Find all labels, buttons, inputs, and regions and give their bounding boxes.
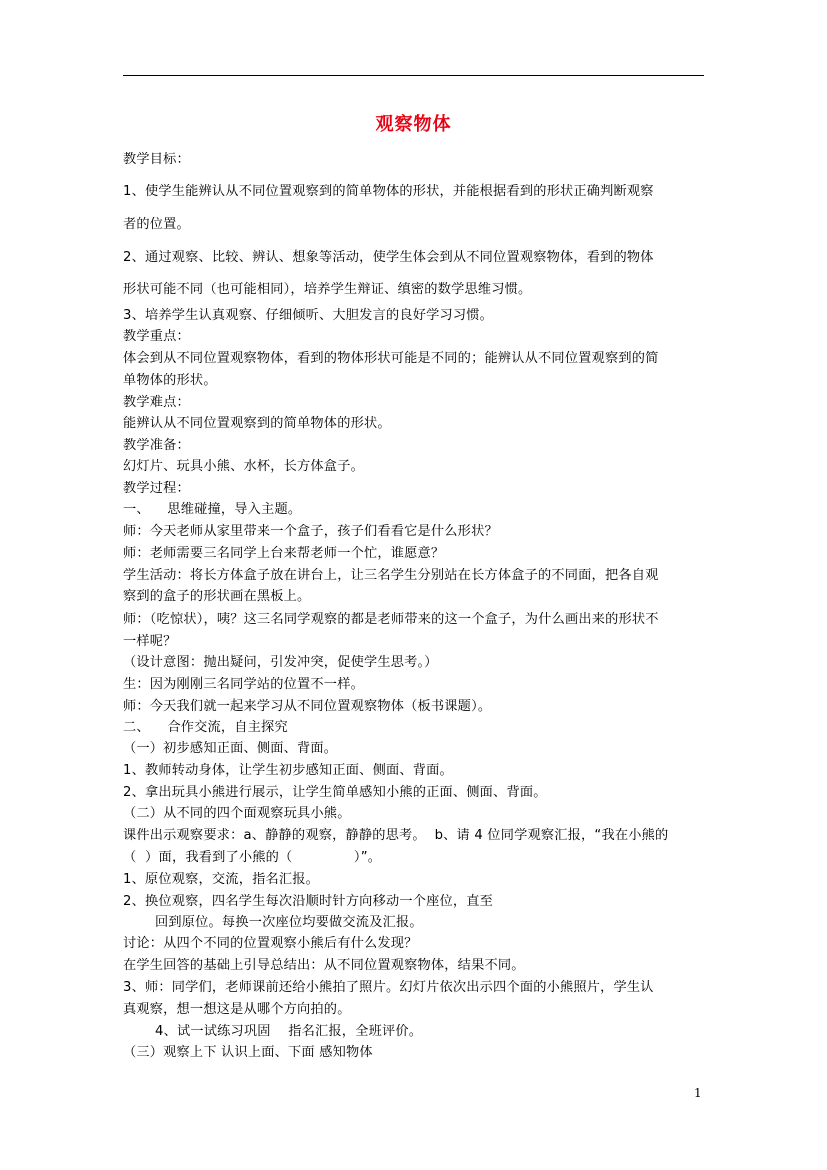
text-line: 二、 合作交流，自主探究 <box>123 720 288 735</box>
text-line: 1、原位观察，交流，指名汇报。 <box>123 872 320 887</box>
header-rule <box>123 75 704 76</box>
text-line: 生：因为刚刚三名同学站的位置不一样。 <box>123 677 364 692</box>
text-line: 师：今天老师从家里带来一个盒子，孩子们看看它是什么形状？ <box>123 524 498 539</box>
text-line: 3、培养学生认真观察、仔细倾听、大胆发言的良好学习习惯。 <box>123 308 494 323</box>
text-line: 真观察，想一想这是从哪个方向拍的。 <box>123 1002 351 1017</box>
text-line: 单物体的形状。 <box>123 373 217 388</box>
text-line: 1、教师转动身体，让学生初步感知正面、侧面、背面。 <box>123 763 453 778</box>
text-line: 4、试一试练习巩固 指名汇报，全班评价。 <box>155 1024 423 1039</box>
page-number: 1 <box>694 1086 702 1100</box>
text-line: 师：（吃惊状），咦？这三名同学观察的都是老师带来的这一个盒子，为什么画出来的形状不 <box>123 612 659 627</box>
text-line: 师：今天我们就一起来学习从不同位置观察物体（板书课题）。 <box>123 699 492 714</box>
text-line: 察到的盒子的形状画在黑板上。 <box>123 589 311 604</box>
text-line: 教学目标： <box>123 152 190 167</box>
text-line: 者的位置。 <box>123 217 190 232</box>
text-line: 3、师：同学们，老师课前还给小熊拍了照片。幻灯片依次出示四个面的小熊照片，学生认 <box>123 980 654 995</box>
text-line: 形状可能不同（也可能相同），培养学生辩证、缜密的数学思维习惯。 <box>123 282 532 297</box>
text-line: 能辨认从不同位置观察到的简单物体的形状。 <box>123 416 391 431</box>
text-line: 教学重点： <box>123 329 190 344</box>
text-line: 教学准备： <box>123 438 190 453</box>
text-line: 教学过程： <box>123 481 190 496</box>
text-line: 2、换位观察，四名学生每次沿顺时针方向移动一个座位，直至 <box>123 894 494 909</box>
text-line: 幻灯片、玩具小熊、水杯，长方体盒子。 <box>123 459 364 474</box>
text-line: 2、拿出玩具小熊进行展示，让学生简单感知小熊的正面、侧面、背面。 <box>123 785 547 800</box>
text-line: （ ）面，我看到了小熊的（ ）”。 <box>123 850 382 865</box>
text-line: 1、使学生能辨认从不同位置观察到的简单物体的形状，并能根据看到的形状正确判断观察 <box>123 184 654 199</box>
text-line: 回到原位。每换一次座位均要做交流及汇报。 <box>155 915 423 930</box>
text-line: 2、通过观察、比较、辨认、想象等活动，使学生体会到从不同位置观察物体，看到的物体 <box>123 250 654 265</box>
text-line: （一）初步感知正面、侧面、背面。 <box>123 741 338 756</box>
text-line: 学生活动：将长方体盒子放在讲台上，让三名学生分别站在长方体盒子的不同面，把各自观 <box>123 568 659 583</box>
text-line: 一样呢？ <box>123 634 177 649</box>
text-line: 教学难点： <box>123 395 190 410</box>
document-title: 观察物体 <box>375 114 452 135</box>
text-line: 师：老师需要三名同学上台来帮老师一个忙，谁愿意？ <box>123 546 445 561</box>
text-line: （设计意图：抛出疑问，引发冲突，促使学生思考。） <box>123 655 438 670</box>
text-line: 课件出示观察要求：a、静静的观察，静静的思考。 b、请 4 位同学观察汇报，“我在小熊的 <box>123 828 669 843</box>
text-line: 在学生回答的基础上引导总结出：从不同位置观察物体，结果不同。 <box>123 958 525 973</box>
text-line: （二）从不同的四个面观察玩具小熊。 <box>123 806 351 821</box>
text-line: （三）观察上下 认识上面、下面 感知物体 <box>123 1045 373 1060</box>
text-line: 体会到从不同位置观察物体，看到的物体形状可能是不同的；能辨认从不同位置观察到的简 <box>123 351 659 366</box>
text-line: 一、 思维碰撞，导入主题。 <box>123 502 302 517</box>
text-line: 讨论：从四个不同的位置观察小熊后有什么发现？ <box>123 936 418 951</box>
